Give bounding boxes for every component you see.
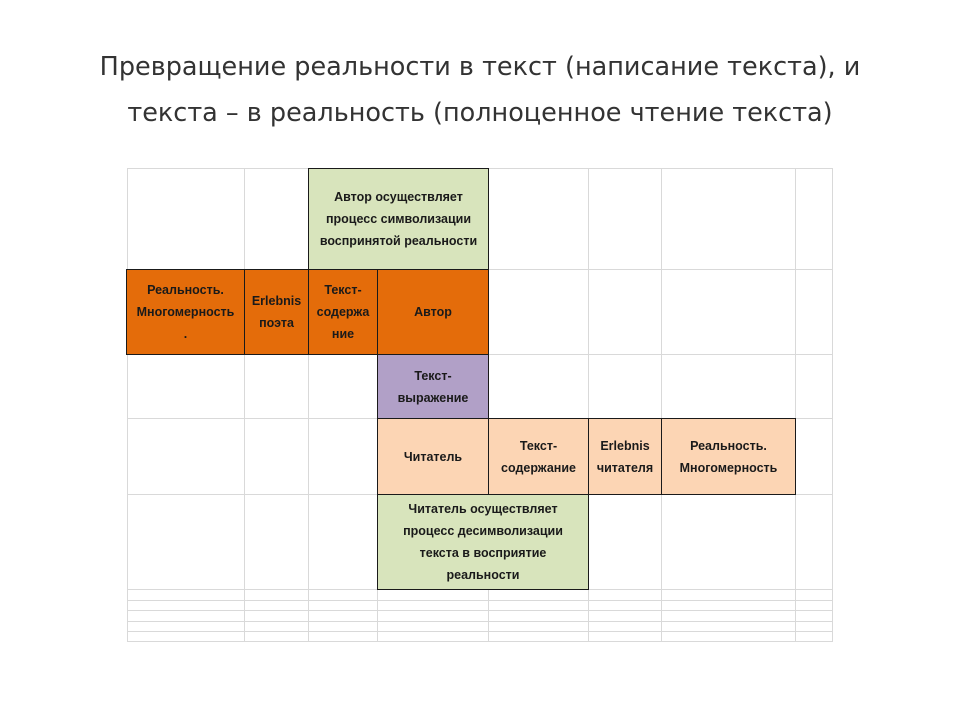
- author-text: Автор: [414, 305, 452, 319]
- reader-cell: [377, 418, 489, 495]
- text-content-text: Текст- содержа ние: [316, 283, 370, 341]
- author-cell: [377, 269, 489, 355]
- title-line-2: текста – в реальность (полноценное чтение текста): [127, 98, 833, 128]
- reality-multidimensionality-text: Реальность. Многомерность .: [136, 283, 235, 341]
- text-content-cell: [308, 269, 378, 355]
- reality-multidimensionality-reader-cell: [661, 418, 796, 495]
- erlebnis-reader-text: Erlebnis читателя: [596, 438, 654, 475]
- text-expression-cell: [377, 354, 489, 419]
- text-content-reader-text: Текст- содержание: [501, 438, 576, 475]
- reader-process-text: Читатель осуществляет процесс десимволизации текста в восприятие реальности: [403, 502, 563, 582]
- erlebnis-poet-cell: [244, 269, 309, 355]
- reader-process-cell: [377, 494, 589, 590]
- title-line-1: Превращение реальности в текст (написание текста), и: [99, 52, 861, 82]
- reader-text: Читатель: [403, 449, 463, 464]
- erlebnis-reader-cell: [588, 418, 662, 495]
- text-expression-text: Текст- выражение: [397, 368, 469, 405]
- reality-multidimensionality-reader-text: Реальность. Многомерность: [679, 438, 778, 475]
- author-process-cell: [308, 168, 489, 270]
- erlebnis-poet-text: Erlebnis поэта: [251, 294, 302, 330]
- author-process-text: Автор осуществляет процесс символизации воспринятой реальности: [319, 190, 478, 248]
- slide-title: [40, 44, 920, 136]
- text-content-reader-cell: [488, 418, 589, 495]
- reality-multidimensionality-cell: [126, 269, 245, 355]
